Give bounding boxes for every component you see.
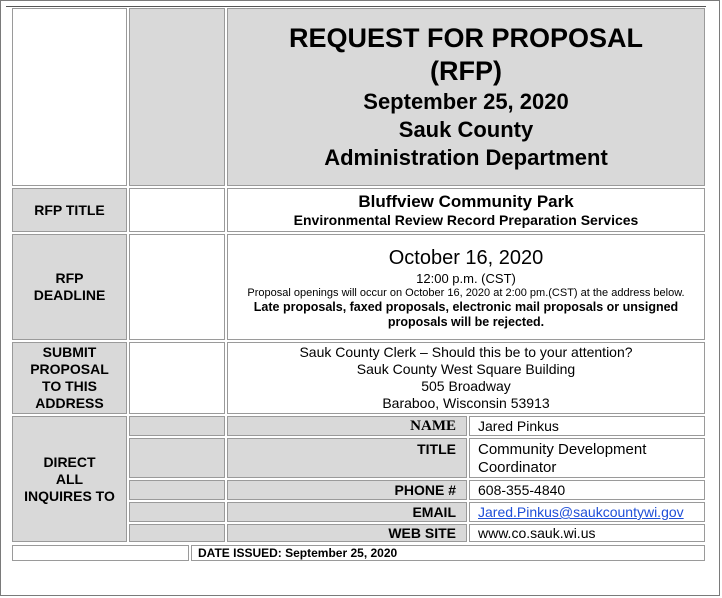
direct-label-line1: DIRECT (43, 453, 96, 470)
rfp-title-label: RFP TITLE (12, 188, 127, 232)
header-department: Administration Department (324, 145, 608, 170)
submit-blank (129, 342, 225, 414)
contact-name: Jared Pinkus (469, 416, 705, 436)
web-blank (129, 524, 225, 542)
header-line1: REQUEST FOR PROPOSAL (288, 23, 644, 53)
date-issued: DATE ISSUED: September 25, 2020 (191, 545, 705, 561)
contact-title-line2: Coordinator (478, 459, 557, 476)
table-top-rule (6, 6, 706, 7)
rfp-title-blank (129, 188, 225, 232)
title-label: TITLE (227, 438, 467, 478)
phone-label: PHONE # (227, 480, 467, 500)
address-attention: Sauk County Clerk – Should this be to your attention? (299, 344, 633, 360)
rfp-header (227, 8, 705, 186)
deadline-date: October 16, 2020 (388, 246, 544, 269)
direct-label-line2: ALL (55, 470, 84, 487)
deadline-blank (129, 234, 225, 340)
submit-label-line4: ADDRESS (35, 395, 104, 411)
project-name: Bluffview Community Park (358, 191, 574, 211)
email-label: EMAIL (227, 502, 467, 522)
header-blank-mid (129, 8, 225, 186)
deadline-late-notice: Late proposals, faxed proposals, electronic mail proposals or unsigned proposals will be rejected. (253, 299, 679, 329)
contact-phone: 608-355-4840 (469, 480, 705, 500)
deadline-openings: Proposal openings will occur on October 16, 2020 at 2:00 pm.(CST) at the address below. (247, 286, 685, 299)
contact-title-line1: Community Development (478, 441, 647, 458)
deadline-label (12, 234, 127, 340)
address-city: Baraboo, Wisconsin 53913 (382, 395, 550, 411)
header-blank-left (12, 8, 127, 186)
header-line2: (RFP) (430, 56, 502, 86)
deadline-time: 12:00 p.m. (CST) (416, 270, 516, 286)
deadline-label-line2: DEADLINE (33, 287, 106, 303)
submit-label-line3: TO THIS (42, 378, 97, 394)
project-subtitle: Environmental Review Record Preparation Services (293, 211, 639, 228)
direct-label (12, 416, 127, 542)
submit-label-line2: PROPOSAL (30, 361, 109, 377)
contact-title (469, 438, 705, 478)
contact-email-link[interactable]: Jared.Pinkus@saukcountywi.gov (478, 504, 684, 520)
rfp-title-value (227, 188, 705, 232)
email-blank (129, 502, 225, 522)
submit-label-line1: SUBMIT (42, 344, 97, 360)
address-street: 505 Broadway (421, 378, 511, 394)
deadline-value (227, 234, 705, 340)
header-date: September 25, 2020 (363, 89, 569, 114)
footer-blank (12, 545, 189, 561)
direct-label-line3: INQUIRES TO (24, 487, 115, 504)
submit-address (227, 342, 705, 414)
name-blank (129, 416, 225, 436)
deadline-label-line1: RFP (55, 270, 84, 286)
phone-blank (129, 480, 225, 500)
contact-website: www.co.sauk.wi.us (469, 524, 705, 542)
email-cell (469, 502, 705, 522)
web-label: WEB SITE (227, 524, 467, 542)
name-label: NAME (227, 416, 467, 436)
title-blank (129, 438, 225, 478)
address-building: Sauk County West Square Building (356, 361, 576, 377)
submit-label (12, 342, 127, 414)
header-county: Sauk County (398, 117, 534, 142)
